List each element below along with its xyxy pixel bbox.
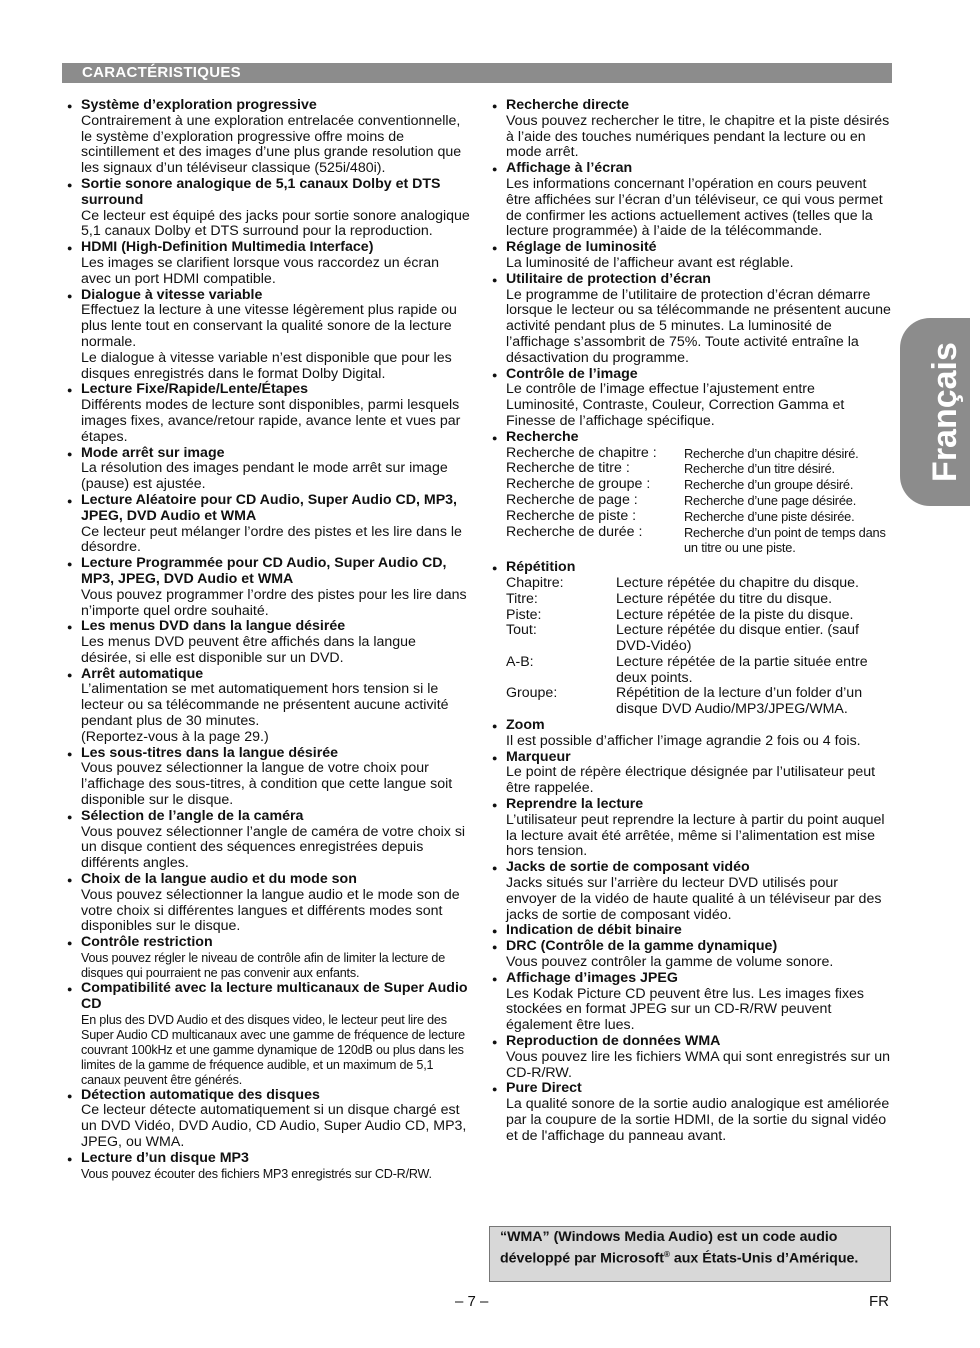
right-column bbox=[491, 98, 891, 1145]
feature-description: Différents modes de lecture sont disponibles, parmi lesquels images fixes, avance/retour rapide, avance lente et vues par étapes. bbox=[81, 397, 461, 445]
feature-title: ● Marqueur bbox=[506, 748, 571, 765]
search-label: Recherche de piste : bbox=[506, 507, 637, 524]
search-description: Recherche d’un groupe désiré. bbox=[684, 477, 854, 493]
repeat-table bbox=[506, 576, 891, 718]
feature-description: Vous pouvez programmer l’ordre des pistes pour les lire dans n’importe quel ordre souhaité. bbox=[81, 586, 467, 619]
feature-item bbox=[66, 935, 470, 981]
feature-description: Vous pouvez lire les fichiers WMA qui sont enregistrés sur un CD-R/RW. bbox=[506, 1048, 891, 1081]
repeat-label: Groupe: bbox=[506, 685, 558, 702]
feature-item bbox=[491, 971, 891, 1034]
feature-item bbox=[491, 1034, 891, 1081]
feature-title: ● Indication de débit binaire bbox=[506, 922, 682, 939]
repeat-label: A-B: bbox=[506, 653, 534, 670]
feature-title: ● Répétition bbox=[506, 559, 576, 576]
feature-title: ● Réglage de luminosité bbox=[506, 239, 657, 256]
feature-description: Vous pouvez écouter des fichiers MP3 enregistrés sur CD-R/RW. bbox=[81, 1166, 432, 1181]
feature-item bbox=[66, 98, 470, 177]
feature-item bbox=[66, 446, 470, 493]
repeat-description: Répétition de la lecture d’un folder d’un disque DVD Audio/MP3/JPEG/WMA. bbox=[616, 685, 863, 718]
search-label: Recherche de groupe : bbox=[506, 476, 651, 493]
feature-description: Le contrôle de l’image effectue l’ajustement entre Luminosité, Contraste, Couleur, Correction Gamma et Finesse de l’affichage spécifique. bbox=[506, 381, 845, 429]
repeat-label: Titre: bbox=[506, 590, 538, 607]
feature-description: Vous pouvez sélectionner la langue de votre choix pour l’affichage des sous-titres, à condition que cette langue soit disponible sur le disque. bbox=[81, 760, 453, 809]
feature-item bbox=[491, 860, 891, 923]
feature-description: Vous pouvez sélectionner la langue audio et le mode son de votre choix si différentes langues et différents modes sont disponibles sur le disque. bbox=[81, 886, 460, 935]
feature-item bbox=[66, 746, 470, 809]
wma-note-box bbox=[489, 1226, 891, 1282]
feature-title: ● Mode arrêt sur image bbox=[81, 444, 225, 461]
feature-title: ● Jacks de sortie de composant vidéo bbox=[506, 859, 750, 876]
feature-title: ● Dialogue à vitesse variable bbox=[81, 286, 263, 303]
feature-title: ● Sortie sonore analogique de 5,1 canaux Dolby et DTS surround bbox=[81, 175, 441, 208]
feature-item bbox=[491, 797, 891, 860]
search-description: Recherche d’un chapitre désiré. bbox=[684, 445, 859, 461]
feature-description: Effectuez la lecture à une vitesse légèrement plus rapide ou plus lente tout en conservant la qualité sonore de la lecture normale. bbox=[81, 302, 457, 350]
search-table bbox=[506, 446, 891, 557]
feature-description: Les images se clarifient lorsque vous raccordez un écran avec un port HDMI compatible. bbox=[81, 254, 440, 287]
repeat-description: Lecture répétée de la piste du disque. bbox=[616, 606, 854, 623]
feature-description: Ce lecteur détecte automatiquement si un disque chargé est un DVD Vidéo, DVD Audio, CD Audio, Super Audio CD, MP3, JPEG, ou WMA. bbox=[81, 1102, 467, 1151]
search-description: Recherche d’une piste désirée. bbox=[684, 508, 855, 524]
feature-title: ● Recherche directe bbox=[506, 97, 630, 113]
feature-description: Ce lecteur est équipé des jacks pour sortie sonore analogique 5,1 canaux Dolby et DTS surround pour la reproduction. bbox=[81, 207, 470, 240]
feature-item bbox=[491, 718, 891, 750]
feature-item bbox=[66, 1088, 470, 1151]
feature-title: ● Zoom bbox=[506, 717, 545, 734]
repeat-description: Lecture répétée du chapitre du disque. bbox=[616, 574, 859, 591]
feature-description: Ce lecteur peut mélanger l’ordre des pistes et les lire dans le désordre. bbox=[81, 523, 462, 556]
feature-item bbox=[491, 240, 891, 272]
feature-item bbox=[66, 288, 470, 383]
feature-item bbox=[66, 493, 470, 556]
search-label: Recherche de page : bbox=[506, 491, 638, 508]
feature-title: ● Compatibilité avec la lecture multicanaux de Super Audio CD bbox=[81, 980, 468, 1012]
repeat-label: Chapitre: bbox=[506, 574, 564, 591]
feature-item bbox=[491, 923, 891, 939]
feature-description: Les Kodak Picture CD peuvent être lus. Les images fixes stockées en format JPEG sur un CD-R/RW peuvent également être lues. bbox=[506, 985, 865, 1034]
feature-title: ● Arrêt automatique bbox=[81, 665, 204, 682]
feature-title: ● Système d’exploration progressive bbox=[81, 97, 317, 113]
feature-description: Vous pouvez rechercher le titre, le chapitre et la piste désirés à l’aide des touches numériques pendant la lecture ou en mode arrêt. bbox=[506, 112, 890, 161]
feature-description: Le programme de l’utilitaire de protection d’écran démarre lorsque le lecteur ou sa télécommande ne présentent aucune activité pendant plus de 5 minutes. La luminosité de l’affichage s’assombrit de 75%. Toute activité entraîne la désactivation du programme. bbox=[506, 286, 891, 366]
search-description: Recherche d’un point de temps dans un titre ou une piste. bbox=[684, 524, 886, 556]
feature-title: ● Lecture Aléatoire pour CD Audio, Super Audio CD, MP3, JPEG, DVD Audio et WMA bbox=[81, 491, 457, 524]
feature-title: ● Lecture Fixe/Rapide/Lente/Étapes bbox=[81, 381, 309, 398]
section-title: CARACTÉRISTIQUES bbox=[82, 64, 241, 81]
feature-title: ● Utilitaire de protection d’écran bbox=[506, 270, 711, 287]
search-description: Recherche d’une page désirée. bbox=[684, 492, 857, 508]
feature-item bbox=[66, 619, 470, 666]
feature-description: Les menus DVD peuvent être affichés dans la langue désirée, si elle est disponible sur un DVD. bbox=[81, 634, 416, 666]
feature-title: ● Reproduction de données WMA bbox=[506, 1033, 721, 1050]
feature-description: La qualité sonore de la sortie audio analogique est améliorée par la coupure de la sortie HDMI, de la sortie du signal vidéo et de l'affichage du panneau avant. bbox=[506, 1096, 890, 1144]
section-header-bar bbox=[62, 63, 892, 83]
feature-title: ● Pure Direct bbox=[506, 1080, 582, 1097]
feature-title: ● Contrôle restriction bbox=[81, 934, 213, 951]
feature-description: Vous pouvez contrôler la gamme de volume sonore. bbox=[506, 954, 834, 971]
feature-description: L’utilisateur peut reprendre la lecture à partir du point auquel la lecture avait été arrêtée, même si l’alimentation est mise hors tension. bbox=[506, 811, 885, 860]
note-text-end: aux États-Unis d’Amérique. bbox=[669, 1250, 859, 1267]
repeat-label: Piste: bbox=[506, 606, 542, 623]
feature-item bbox=[66, 667, 470, 746]
feature-title: ● Recherche bbox=[506, 428, 579, 445]
feature-item-repeat bbox=[491, 560, 891, 718]
feature-description-extra: Le dialogue à vitesse variable n’est disponible que pour les disques enregistrés dans le format Dolby Digital. bbox=[81, 349, 452, 382]
feature-item bbox=[491, 98, 891, 161]
feature-item bbox=[491, 939, 891, 971]
language-code: FR bbox=[869, 1293, 889, 1310]
feature-item bbox=[66, 981, 470, 1088]
feature-title: ● Affichage d’images JPEG bbox=[506, 969, 678, 986]
feature-description: Vous pouvez sélectionner l’angle de caméra de votre choix si un disque contient des séquences enregistrées depuis différents angles. bbox=[81, 823, 466, 872]
feature-item bbox=[66, 240, 470, 287]
feature-title: ● Les menus DVD dans la langue désirée bbox=[81, 618, 346, 635]
feature-title: ● Sélection de l’angle de la caméra bbox=[81, 807, 304, 824]
feature-title: ● Reprendre la lecture bbox=[506, 796, 644, 813]
feature-description: La résolution des images pendant le mode arrêt sur image (pause) est ajustée. bbox=[81, 460, 448, 493]
registered-mark: ® bbox=[663, 1250, 670, 1259]
feature-title: ● Les sous-titres dans la langue désirée bbox=[81, 744, 339, 761]
feature-item bbox=[491, 367, 891, 430]
feature-description: Il est possible d’afficher l’image agrandie 2 fois ou 4 fois. bbox=[506, 732, 861, 749]
search-label: Recherche de titre : bbox=[506, 460, 630, 477]
feature-title: ● Lecture Programmée pour CD Audio, Super Audio CD, MP3, JPEG, DVD Audio et WMA bbox=[81, 555, 447, 587]
feature-title: ● Lecture d’un disque MP3 bbox=[81, 1149, 249, 1166]
repeat-description: Lecture répétée de la partie située entre deux points. bbox=[616, 653, 868, 686]
feature-description: La luminosité de l’afficheur avant est réglable. bbox=[506, 254, 794, 271]
search-label: Recherche de chapitre : bbox=[506, 444, 657, 461]
feature-item bbox=[66, 809, 470, 872]
feature-title: ● DRC (Contrôle de la gamme dynamique) bbox=[506, 938, 778, 955]
search-description: Recherche d’un titre désiré. bbox=[684, 461, 835, 477]
feature-item bbox=[491, 272, 891, 367]
repeat-description: Lecture répétée du disque entier. (sauf DVD-Vidéo) bbox=[616, 622, 859, 655]
feature-item bbox=[66, 556, 470, 619]
feature-description: L’alimentation se met automatiquement hors tension si le lecteur ou sa télécommande ne présentent aucune activité pendant plus de 30 minutes. bbox=[81, 681, 449, 730]
feature-title: ● Affichage à l’écran bbox=[506, 160, 633, 177]
feature-description: Les informations concernant l’opération en cours peuvent être affichées sur l’écran d’un téléviseur, ce qui vous permet de confirmer les actions actuellement actives (telles que la lecture programmée) à l’aide de la télécommande. bbox=[506, 175, 883, 240]
feature-item bbox=[66, 382, 470, 445]
repeat-description: Lecture répétée du titre du disque. bbox=[616, 590, 833, 607]
feature-item bbox=[491, 161, 891, 240]
feature-item bbox=[66, 1151, 470, 1182]
feature-item bbox=[491, 750, 891, 797]
language-tab bbox=[900, 318, 970, 506]
note-text: “WMA” (Windows Media Audio) est un code audio développé par Microsoft bbox=[500, 1229, 838, 1267]
search-label: Recherche de durée : bbox=[506, 523, 643, 540]
left-column bbox=[66, 98, 470, 1182]
feature-item bbox=[491, 1081, 891, 1144]
feature-item-search bbox=[491, 430, 891, 556]
feature-title: ● Contrôle de l’image bbox=[506, 365, 638, 382]
feature-description: Vous pouvez régler le niveau de contrôle afin de limiter la lecture de disques qui pourraient ne pas convenir aux enfants. bbox=[81, 951, 446, 981]
feature-title: ● Détection automatique des disques bbox=[81, 1086, 320, 1103]
feature-description: Contrairement à une exploration entrelacée conventionnelle, le système d’exploration progressive offre moins de scintillement et des images d’une plus grande resolution que les signaux d’un téléviseur classique (525i/480i). bbox=[81, 112, 462, 177]
feature-description: En plus des DVD Audio et des disques video, le lecteur peut lire des Super Audio CD multicanaux avec une gamme de fréquence de lecture couvrant 100kHz et une gamme dynamique de 120dB ou plus dans les limites de la gamme de fréquence audible, et un maximum de 5,1 canaux peuvent être générés. bbox=[81, 1012, 465, 1087]
language-tab-label: Français bbox=[925, 342, 964, 482]
feature-description-extra: (Reportez-vous à la page 29.) bbox=[81, 728, 269, 745]
feature-title: ● Choix de la langue audio et du mode son bbox=[81, 871, 357, 888]
feature-item bbox=[66, 177, 470, 240]
repeat-label: Tout: bbox=[506, 622, 537, 639]
feature-title: ● HDMI (High-Definition Multimedia Interface) bbox=[81, 239, 374, 256]
feature-item bbox=[66, 872, 470, 935]
page-number: – 7 – bbox=[455, 1293, 489, 1310]
feature-description: Le point de répère électrique désignée par l’utilisateur peut être rappelée. bbox=[506, 764, 876, 797]
feature-description: Jacks situés sur l’arrière du lecteur DVD utilisés pour envoyer de la vidéo de haute qualité à un téléviseur par des jacks de sortie de composant vidéo. bbox=[506, 875, 882, 923]
